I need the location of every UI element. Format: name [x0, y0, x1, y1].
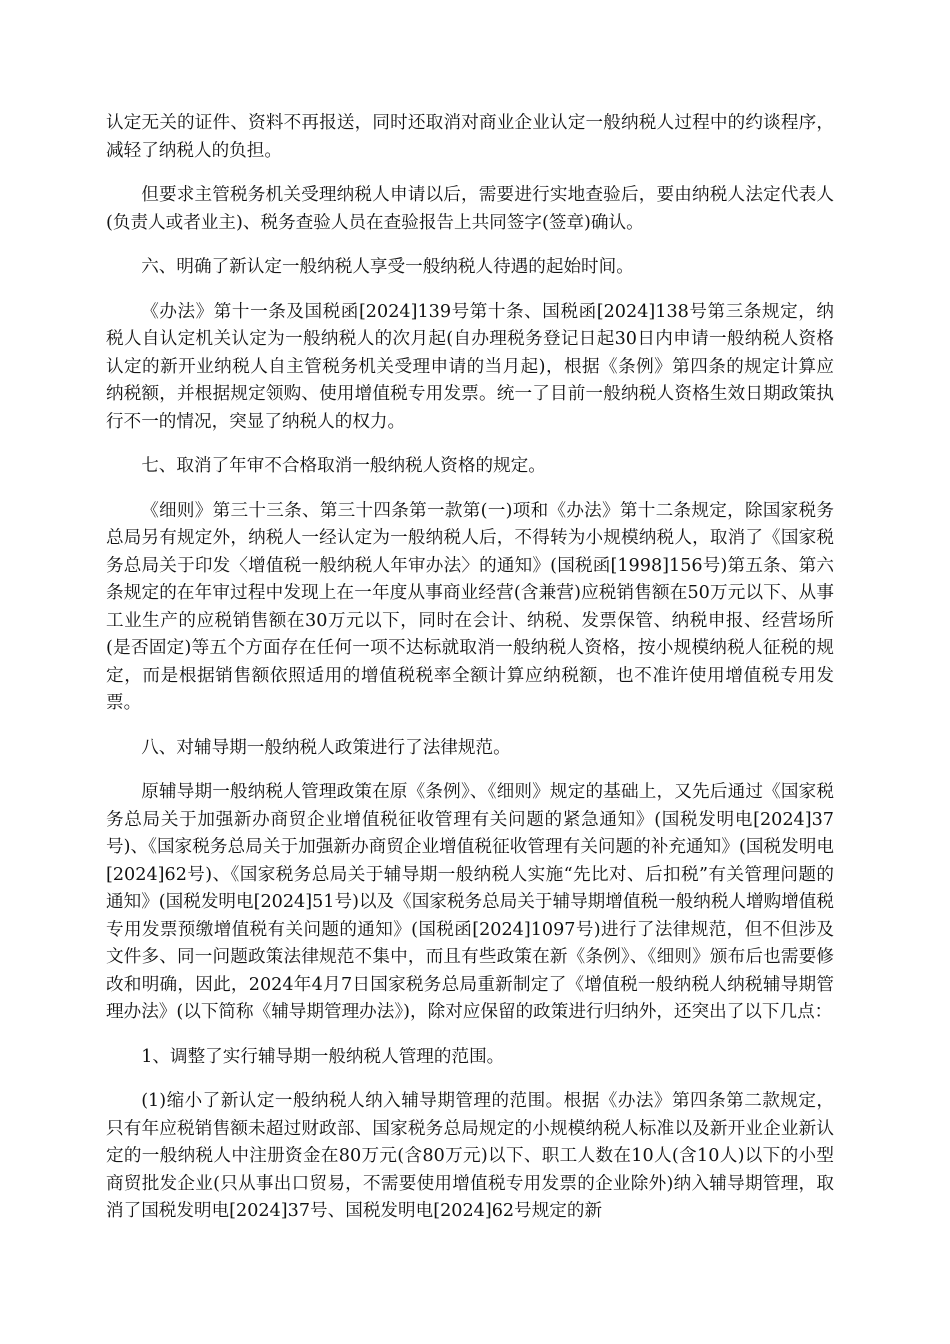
paragraph-section-6-detail: 《办法》第十一条及国税函[2024]139号第十条、国税函[2024]138号第三条规定，纳税人自认定机关认定为一般纳税人的次月起(自办理税务登记日起30日内申请一般纳税人资格认定的新开业纳税人自主管税务机关受理申请的当月起)，根据《条例》第四条的规定计算应纳税额，并根据规定领购、使用增值税专用发票。统一了目前一般纳税人资格生效日期政策执行不一的情况，突显了纳税人的权力。	[106, 301, 834, 432]
subsection-heading-1: 1、调整了实行辅导期一般纳税人管理的范围。	[141, 1046, 505, 1067]
paragraph-continuation: 认定无关的证件、资料不再报送，同时还取消对商业企业认定一般纳税人过程中的约谈程序，减轻了纳税人的负担。	[106, 113, 834, 161]
section-heading-6: 六、明确了新认定一般纳税人享受一般纳税人待遇的起始时间。	[141, 257, 634, 277]
document-body	[106, 110, 834, 1243]
paragraph-section-8-detail: 原辅导期一般纳税人管理政策在原《条例》、《细则》规定的基础上，又先后通过《国家税务总局关于加强新办商贸企业增值税征收管理有关问题的紧急通知》(国税发明电[2024]37号)、《国家税务总局关于加强新办商贸企业增值税征收管理有关问题的补充通知》(国税发明电[2024]62号)、《国家税务总局关于辅导期一般纳税人实施“先比对、后扣税”有关管理问题的通知》(国税发明电[2024]51号)以及《国家税务总局关于辅导期增值税一般纳税人增购增值税专用发票预缴增值税有关问题的通知》(国税函[2024]1097号)进行了法律规范，但不但涉及文件多、同一问题政策法律规范不集中，而且有些政策在新《条例》、《细则》颁布后也需要修改和明确，因此，2024年4月7日国家税务总局重新制定了《增值税一般纳税人纳税辅导期管理办法》(以下简称《辅导期管理办法》)，除对应保留的政策进行归纳外，还突出了以下几点：	[106, 782, 834, 1022]
paragraph-inspection-requirement: 但要求主管税务机关受理纳税人申请以后，需要进行实地查验后，要由纳税人法定代表人(负责人或者业主)、税务查验人员在查验报告上共同签字(签章)确认。	[106, 185, 834, 233]
section-heading-7: 七、取消了年审不合格取消一般纳税人资格的规定。	[141, 456, 546, 476]
paragraph-section-7-detail: 《细则》第三十三条、第三十四条第一款第(一)项和《办法》第十二条规定，除国家税务总局另有规定外，纳税人一经认定为一般纳税人后，不得转为小规模纳税人，取消了《国家税务总局关于印发〈增值税一般纳税人年审办法〉的通知》(国税函[1998]156号)第五条、第六条规定的在年审过程中发现上在一年度从事商业经营(含兼营)应税销售额在50万元以下、从事工业生产的应税销售额在30万元以下，同时在会计、纳税、发票保管、纳税申报、经营场所(是否固定)等五个方面存在任何一项不达标就取消一般纳税人资格，按小规模纳税人征税的规定，而是根据销售额依照适用的增值税税率全额计算应纳税额，也不准许使用增值税专用发票。	[106, 500, 834, 713]
section-heading-8: 八、对辅导期一般纳税人政策进行了法律规范。	[141, 737, 511, 758]
paragraph-subsection-1-item-1: (1)缩小了新认定一般纳税人纳入辅导期管理的范围。根据《办法》第四条第二款规定，只有年应税销售额未超过财政部、国家税务总局规定的小规模纳税人标准以及新开业企业新认定的一般纳税人中注册资金在80万元(含80万元)以下、职工人数在10人(含10人)以下的小型商贸批发企业(只从事出口贸易，不需要使用增值税专用发票的企业除外)纳入辅导期管理，取消了国税发明电[2024]37号、国税发明电[2024]62号规定的新	[106, 1091, 834, 1221]
